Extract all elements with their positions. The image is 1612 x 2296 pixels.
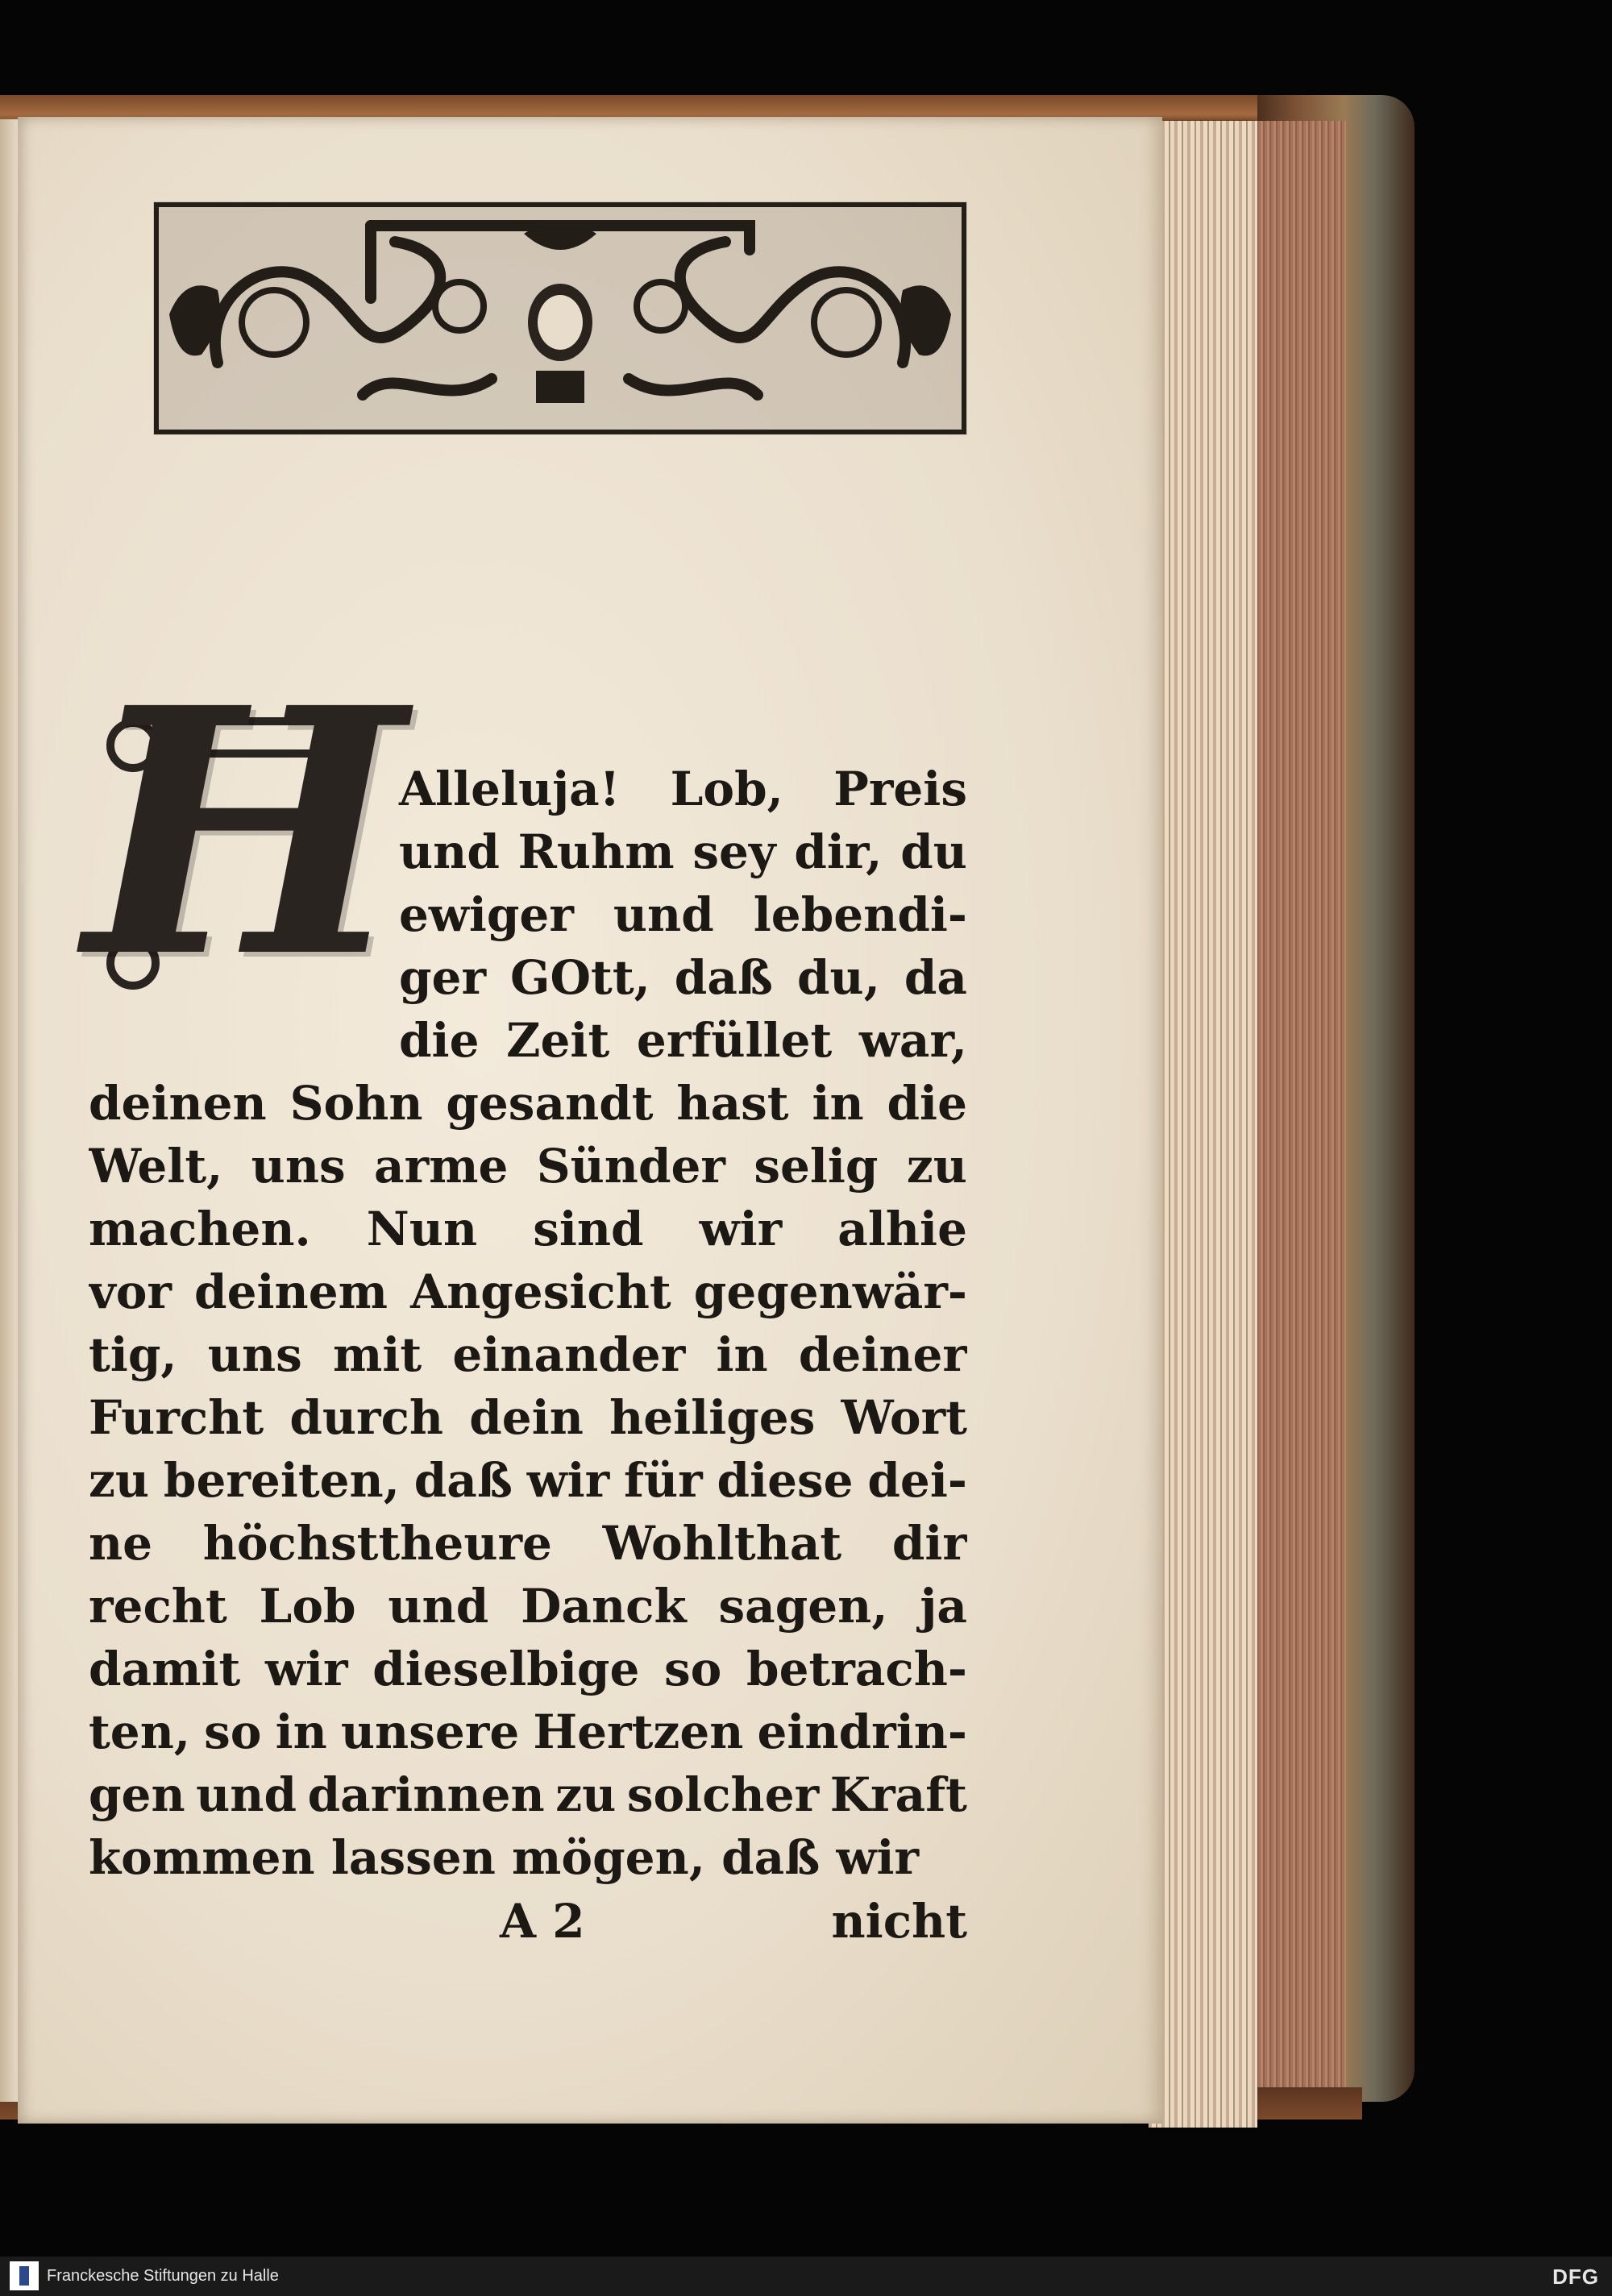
text-line: gen und darinnen zu solcher Kraft (89, 1767, 967, 1822)
page-edges-red (1245, 121, 1346, 2087)
body-text (89, 758, 967, 1889)
text-line: kommen lassen mögen, daß wir (89, 1830, 920, 1885)
catchword: nicht (831, 1894, 967, 1949)
text-line: recht Lob und Danck sagen, ja (89, 1579, 967, 1634)
text-line: Welt, uns arme Sünder selig zu (89, 1139, 967, 1194)
text-line: ten, so in unsere Hertzen eindrin- (89, 1704, 967, 1759)
text-line: vor deinem Angesicht gegenwär- (89, 1264, 967, 1319)
woodcut-headpiece (153, 201, 967, 435)
institution-logo-icon (10, 2261, 39, 2290)
text-line: zu bereiten, daß wir für diese dei- (89, 1453, 967, 1508)
viewer-footer-bar (0, 2257, 1612, 2296)
text-line: Furcht durch dein heiliges Wort (89, 1390, 967, 1445)
institution-name: Franckesche Stiftungen zu Halle (47, 2267, 279, 2285)
page-edges (1149, 121, 1257, 2128)
signature-mark: A 2 (500, 1894, 585, 1949)
text-line: damit wir dieselbige so betrach- (89, 1642, 967, 1696)
text-line: Alleluja! Lob, Preis (399, 762, 967, 816)
page-foot (89, 1894, 967, 1958)
text-line: tig, uns mit einander in deiner (89, 1327, 967, 1382)
initial-letter: H (85, 635, 405, 1032)
dfg-badge: DFG (1552, 2265, 1599, 2289)
text-line: die Zeit erfüllet war, (399, 1013, 967, 1068)
text-line: ger GOtt, daß du, da (399, 950, 967, 1005)
text-line: ewiger und lebendi- (399, 887, 967, 942)
text-line: und Ruhm sey dir, du (399, 824, 967, 879)
text-line: machen. Nun sind wir alhie (89, 1202, 967, 1256)
text-line: ne höchsttheure Wohlthat dir (89, 1516, 967, 1571)
text-line: deinen Sohn gesandt hast in die (89, 1076, 967, 1131)
